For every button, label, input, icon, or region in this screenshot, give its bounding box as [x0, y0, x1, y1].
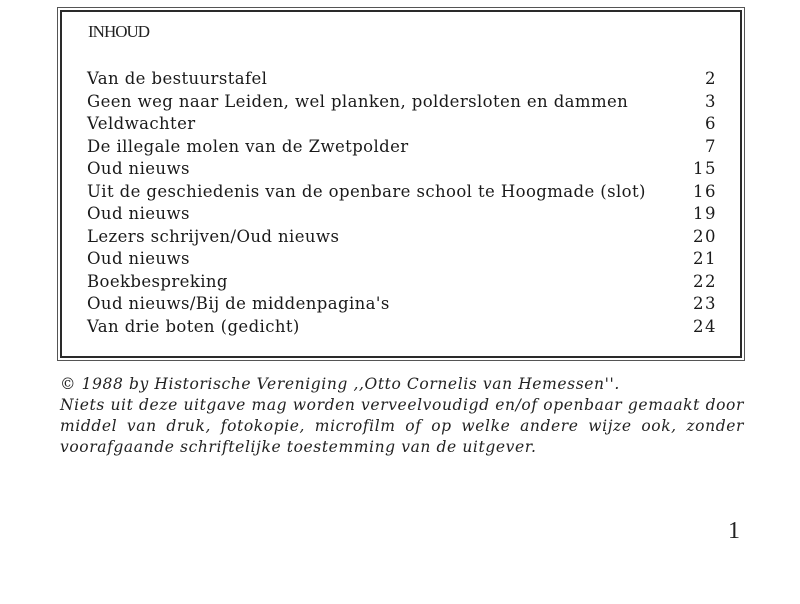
toc-entry-title: Uit de geschiedenis van de openbare school te Hoogmade (slot): [87, 181, 646, 201]
toc-entry: [87, 136, 717, 159]
toc-entry-title: Van de bestuurstafel: [87, 69, 268, 88]
toc-entry-title: Oud nieuws: [87, 204, 190, 223]
toc-entry-title: De illegale molen van de Zwetpolder: [87, 136, 409, 156]
toc-entry-page: 23: [693, 294, 717, 313]
toc-entry: [87, 91, 717, 114]
toc-entry-page: 2: [705, 69, 717, 88]
toc-entry-page: 22: [693, 271, 717, 291]
toc-entry-page: 20: [693, 226, 717, 246]
copyright-notice: [60, 374, 744, 458]
copyright-line: © 1988 by Historische Vereniging ,,Otto Cornelis van Hemessen''.: [60, 375, 620, 393]
toc-entry-page: 24: [693, 316, 717, 336]
toc-entry-page: 7: [705, 136, 717, 156]
toc-entry: [87, 113, 717, 136]
toc-entry: [87, 248, 717, 271]
toc-entry-page: 21: [693, 249, 717, 268]
copyright-body: Niets uit deze uitgave mag worden verveelvoudigd en/of openbaar gemaakt door middel van druk, fotokopie, microfilm of op welke andere wijze ook, zonder voorafgaande schriftelijke toestemming van de uitgever.: [60, 396, 744, 456]
toc-entry-page: 16: [693, 181, 717, 201]
toc-entry: [87, 293, 717, 316]
table-of-contents: [60, 10, 742, 358]
toc-entry-page: 15: [693, 159, 717, 178]
toc-entry-page: 3: [705, 91, 717, 111]
toc-entry-page: 19: [693, 204, 717, 223]
toc-entry-title: Oud nieuws/Bij de middenpagina's: [87, 294, 390, 313]
toc-entry: [87, 68, 717, 91]
toc-heading: INHOUD: [88, 22, 150, 41]
toc-entry-title: Van drie boten (gedicht): [87, 316, 300, 336]
toc-entry-title: Veldwachter: [87, 114, 196, 133]
toc-entry: [87, 203, 717, 226]
toc-entry: [87, 226, 717, 249]
toc-entry: [87, 181, 717, 204]
toc-entry-title: Lezers schrijven/Oud nieuws: [87, 226, 340, 246]
toc-entry-page: 6: [705, 114, 717, 133]
toc-entry: [87, 316, 717, 339]
toc-entry-title: Oud nieuws: [87, 249, 190, 268]
page-number: 1: [728, 518, 740, 544]
toc-entry-title: Boekbespreking: [87, 271, 228, 291]
toc-entry-title: Geen weg naar Leiden, wel planken, poldersloten en dammen: [87, 91, 629, 111]
toc-entry: [87, 158, 717, 181]
toc-entry: [87, 271, 717, 294]
toc-list: [87, 68, 717, 338]
toc-entry-title: Oud nieuws: [87, 159, 190, 178]
